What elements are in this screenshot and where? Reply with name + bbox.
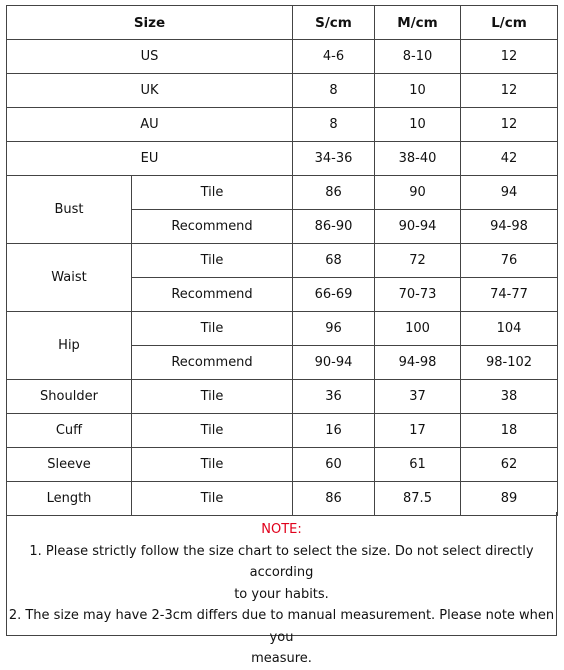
cell-s: 34-36 xyxy=(293,142,375,176)
cell-m: 72 xyxy=(375,244,461,278)
cell-l: 18 xyxy=(461,414,558,448)
measure-type: Recommend xyxy=(132,346,293,380)
cell-s: 8 xyxy=(293,74,375,108)
cell-m: 10 xyxy=(375,74,461,108)
cell-m: 8-10 xyxy=(375,40,461,74)
measure-type: Tile xyxy=(132,482,293,516)
cell-m: 70-73 xyxy=(375,278,461,312)
measure-label-sleeve: Sleeve xyxy=(7,448,132,482)
cell-s: 68 xyxy=(293,244,375,278)
region-row-au xyxy=(7,108,558,142)
length-row xyxy=(7,482,558,516)
cell-s: 96 xyxy=(293,312,375,346)
cell-m: 17 xyxy=(375,414,461,448)
shoulder-row xyxy=(7,380,558,414)
measure-type: Recommend xyxy=(132,210,293,244)
cell-m: 61 xyxy=(375,448,461,482)
measure-label-shoulder: Shoulder xyxy=(7,380,132,414)
measure-type: Tile xyxy=(132,380,293,414)
cell-s: 86-90 xyxy=(293,210,375,244)
measure-type: Tile xyxy=(132,312,293,346)
sleeve-row xyxy=(7,448,558,482)
cell-l: 76 xyxy=(461,244,558,278)
size-table xyxy=(6,5,558,516)
cell-m: 38-40 xyxy=(375,142,461,176)
note-line-1: 1. Please strictly follow the size chart to select the size. Do not select directly according xyxy=(29,543,534,580)
waist-tile-row xyxy=(7,244,558,278)
hip-tile-row xyxy=(7,312,558,346)
cell-l: 12 xyxy=(461,74,558,108)
cell-s: 8 xyxy=(293,108,375,142)
cell-l: 74-77 xyxy=(461,278,558,312)
region-row-eu xyxy=(7,142,558,176)
cell-l: 12 xyxy=(461,108,558,142)
measure-label-bust: Bust xyxy=(7,176,132,244)
cell-m: 90-94 xyxy=(375,210,461,244)
cell-m: 37 xyxy=(375,380,461,414)
header-l: L/cm xyxy=(461,6,558,40)
region-row-uk xyxy=(7,74,558,108)
measure-label-length: Length xyxy=(7,482,132,516)
cell-s: 86 xyxy=(293,176,375,210)
cell-m: 10 xyxy=(375,108,461,142)
cell-s: 16 xyxy=(293,414,375,448)
measure-type: Tile xyxy=(132,176,293,210)
measure-label-hip: Hip xyxy=(7,312,132,380)
cell-m: 87.5 xyxy=(375,482,461,516)
cell-s: 90-94 xyxy=(293,346,375,380)
cell-l: 94-98 xyxy=(461,210,558,244)
cell-m: 100 xyxy=(375,312,461,346)
measure-label-cuff: Cuff xyxy=(7,414,132,448)
note-box xyxy=(6,512,557,666)
cuff-row xyxy=(7,414,558,448)
note-title: NOTE: xyxy=(261,522,302,537)
cell-s: 66-69 xyxy=(293,278,375,312)
measure-type: Tile xyxy=(132,414,293,448)
cell-l: 62 xyxy=(461,448,558,482)
header-s: S/cm xyxy=(293,6,375,40)
region-label: US xyxy=(7,40,293,74)
region-label: UK xyxy=(7,74,293,108)
note-line-1-cont: to your habits. xyxy=(234,586,329,602)
cell-l: 94 xyxy=(461,176,558,210)
bust-tile-row xyxy=(7,176,558,210)
cell-l: 104 xyxy=(461,312,558,346)
cell-s: 60 xyxy=(293,448,375,482)
cell-s: 36 xyxy=(293,380,375,414)
cell-m: 94-98 xyxy=(375,346,461,380)
measure-type: Recommend xyxy=(132,278,293,312)
cell-s: 4-6 xyxy=(293,40,375,74)
region-row-us xyxy=(7,40,558,74)
region-label: EU xyxy=(7,142,293,176)
note-line-2-cont: measure. xyxy=(251,651,312,666)
measure-label-waist: Waist xyxy=(7,244,132,312)
cell-l: 89 xyxy=(461,482,558,516)
header-size: Size xyxy=(7,6,293,40)
cell-m: 90 xyxy=(375,176,461,210)
measure-type: Tile xyxy=(132,244,293,278)
cell-s: 86 xyxy=(293,482,375,516)
region-label: AU xyxy=(7,108,293,142)
cell-l: 38 xyxy=(461,380,558,414)
header-m: M/cm xyxy=(375,6,461,40)
header-row xyxy=(7,6,558,40)
cell-l: 98-102 xyxy=(461,346,558,380)
measure-type: Tile xyxy=(132,448,293,482)
cell-l: 42 xyxy=(461,142,558,176)
note-line-2: 2. The size may have 2-3cm differs due to manual measurement. Please note when you xyxy=(8,608,555,645)
cell-l: 12 xyxy=(461,40,558,74)
